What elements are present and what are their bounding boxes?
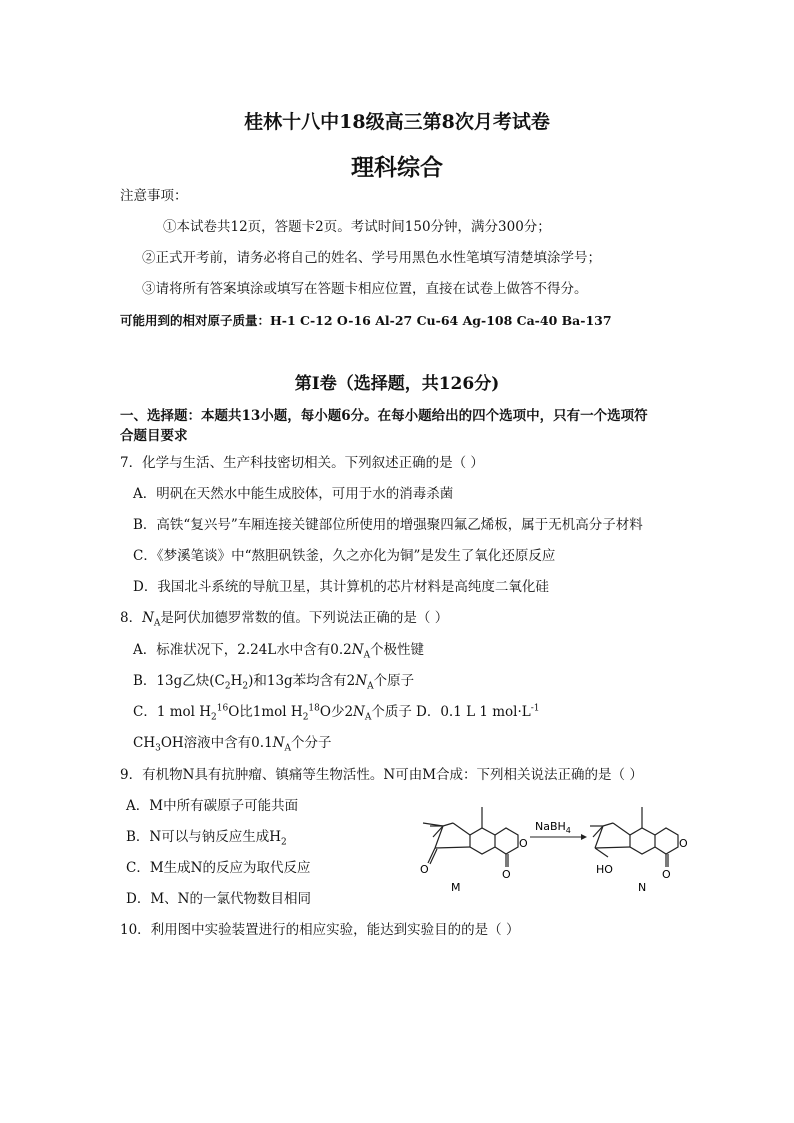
q8-option-a: [133, 641, 424, 659]
q8-a-text: A．标准状况下，2.24L水中含有0.2: [133, 642, 352, 658]
q8-number: 8．: [120, 610, 143, 626]
subscript: 2: [302, 712, 309, 723]
atom-o: O: [519, 837, 528, 850]
na-symbol: N: [355, 673, 368, 689]
q8-d-text: D．0.1 L 1 mol·L: [416, 704, 531, 720]
atom-o: O: [679, 837, 688, 850]
q8-stem: [120, 609, 448, 627]
q8-b-text: B．13g乙炔(C: [133, 673, 225, 689]
na-symbol: N: [142, 610, 154, 626]
molecule-m: [423, 807, 518, 867]
label-m: M: [451, 881, 461, 894]
subscript: 2: [211, 712, 217, 723]
superscript: -1: [530, 703, 540, 714]
na-symbol: N: [351, 642, 364, 658]
q8-c-text-end: 个质子: [371, 704, 412, 720]
q8-option-d: [416, 703, 540, 721]
q9-option-d: D．M、N的一氯代物数目相同: [126, 891, 311, 907]
section-instruction-line2: 合题目要求: [120, 428, 188, 444]
note-item-3: ③请将所有答案填涂或填写在答题卡相应位置，直接在试卷上做答不得分。: [142, 281, 588, 297]
subscript: 2: [281, 837, 287, 848]
q10-stem: 10．利用图中实验装置进行的相应实验，能达到实验目的的是（ ）: [120, 922, 520, 938]
reaction-scheme: [398, 795, 728, 895]
q7-stem: 7．化学与生活、生产科技密切相关。下列叙述正确的是（ ）: [120, 455, 484, 471]
q8-stem-text: 是阿伏加德罗常数的值。下列说法正确的是（ ）: [160, 610, 449, 626]
atom-o: O: [502, 868, 511, 881]
na-subscript: A: [363, 650, 371, 661]
atom-o: O: [420, 863, 429, 876]
q8-b-text-mid: )和13g苯均含有2: [248, 673, 356, 689]
q8-option-c: [133, 703, 412, 721]
q9-option-a: A．M中所有碳原子可能共面: [126, 798, 299, 814]
note-item-2: ②正式开考前，请务必将自己的姓名、学号用黑色水性笔填写清楚填涂学号；: [142, 250, 601, 266]
atom-ho: HO: [596, 863, 613, 876]
exam-subtitle: 理科综合: [351, 154, 443, 181]
section-instruction-line1: 一、选择题：本题共13小题，每小题6分。在每小题给出的四个选项中，只有一个选项符: [120, 408, 648, 424]
q8-d2-text-mid: OH溶液中含有0.1: [160, 735, 273, 751]
na-symbol: N: [272, 735, 285, 751]
q7-option-a: A．明矾在天然水中能生成胶体，可用于水的消毒杀菌: [133, 486, 454, 502]
q9-b-text: B．N可以与钠反应生成H: [126, 829, 282, 845]
q8-b-text-end: 个原子: [373, 673, 415, 689]
na-subscript: A: [367, 681, 374, 692]
molecule-n: [590, 807, 678, 867]
q8-option-b: [133, 672, 414, 690]
na-subscript: A: [364, 712, 372, 723]
q9-stem: 9．有机物N具有抗肿瘤、镇痛等生物活性。N可由M合成：下列相关说法正确的是（ ）: [120, 767, 643, 783]
exam-title: 桂林十八中18级高三第8次月考试卷: [244, 111, 550, 133]
superscript: 16: [216, 703, 229, 714]
q9-option-b: [126, 828, 287, 846]
subscript: 3: [155, 743, 161, 754]
q7-option-b: B．高铁“复兴号”车厢连接关键部位所使用的增强聚四氟乙烯板，属于无机高分子材料: [133, 517, 643, 533]
na-symbol: N: [353, 704, 365, 720]
q8-d2-text-end: 个分子: [290, 735, 332, 751]
na-subscript: A: [153, 618, 161, 629]
q8-d2-text: CH: [133, 735, 156, 751]
subscript: 2: [224, 681, 231, 692]
atom-o: O: [662, 868, 671, 881]
section-title: 第I卷（选择题，共126分): [294, 374, 500, 394]
reaction-arrow: [530, 834, 587, 840]
q8-option-d-cont: [133, 734, 331, 752]
atomic-masses: 可能用到的相对原子质量：H-1 C-12 O-16 Al-27 Cu-64 Ag-108 Ca-40 Ba-137: [120, 313, 612, 328]
q9-option-c: C．M生成N的反应为取代反应: [126, 860, 311, 876]
q8-c-text-mid: O比1mol H: [228, 704, 303, 720]
q8-b-h: H: [230, 673, 243, 689]
na-subscript: A: [284, 743, 291, 754]
q8-c-text: C．1 mol H: [133, 704, 212, 720]
q7-option-c: C．《梦溪笔谈》中“熬胆矾铁釜，久之亦化为铜”是发生了氧化还原反应: [133, 548, 556, 564]
note-item-1: ①本试卷共12页，答题卡2页。考试时间150分钟，满分300分；: [163, 219, 551, 235]
notes-heading: 注意事项：: [120, 188, 188, 204]
subscript: 2: [242, 681, 249, 692]
q7-option-d: D．我国北斗系统的导航卫星，其计算机的芯片材料是高纯度二氧化硅: [133, 579, 549, 595]
reagent-label: NaBH$_4$: [535, 820, 571, 835]
q8-c-text-mid2: O少2: [319, 704, 354, 720]
q8-a-text-end: 个极性键: [370, 642, 425, 658]
label-n: N: [638, 881, 647, 894]
superscript: 18: [308, 703, 320, 714]
